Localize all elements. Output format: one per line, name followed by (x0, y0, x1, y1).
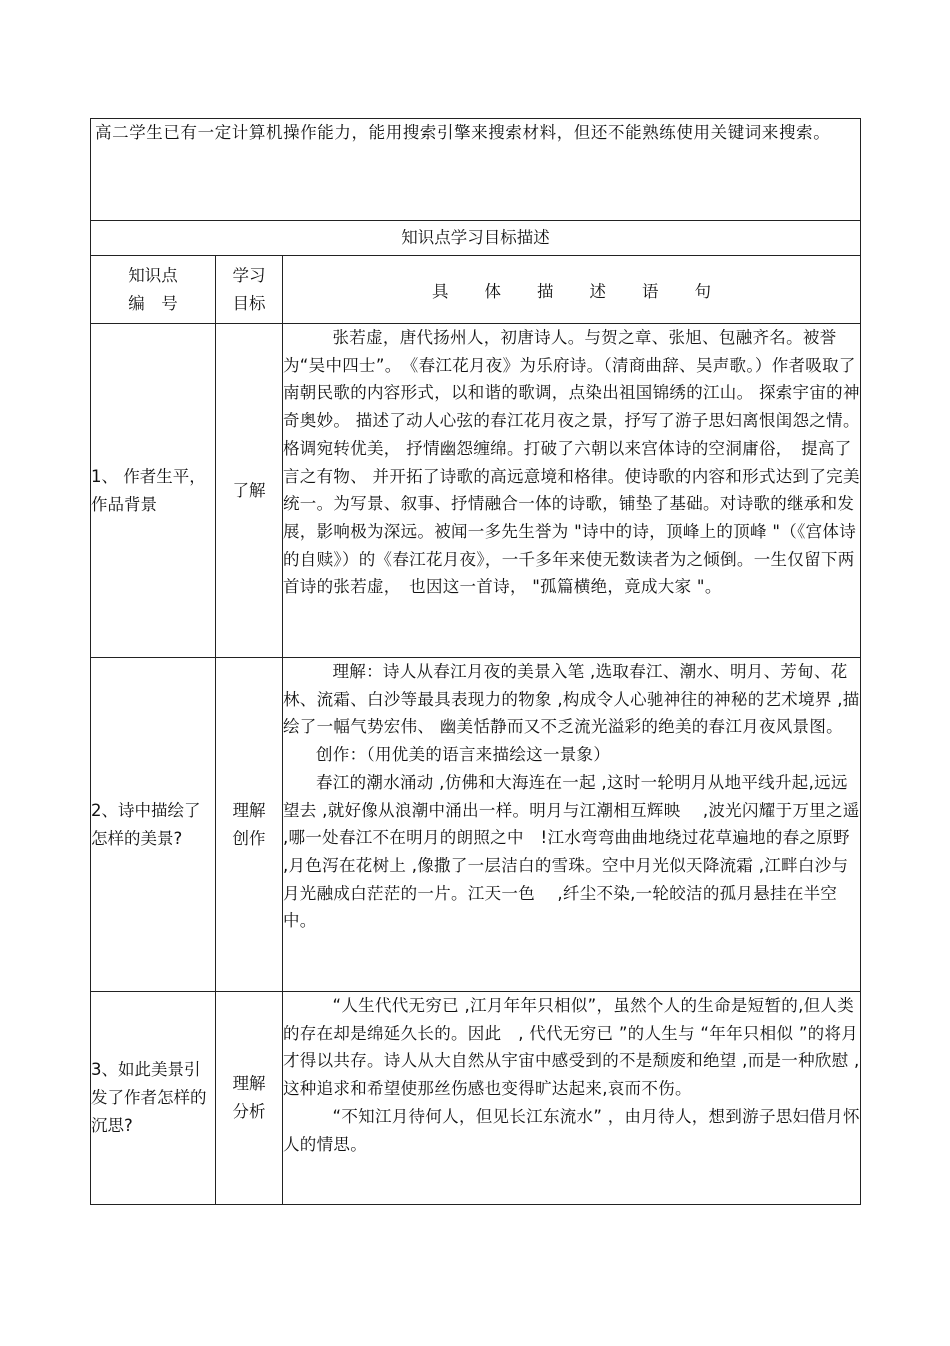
header-description (283, 256, 861, 324)
table-row (91, 658, 861, 992)
header-col1-line2: 编 号 (128, 293, 178, 313)
lesson-plan-table (90, 118, 861, 1205)
row-1-goal (216, 324, 283, 658)
section-title-row (91, 221, 861, 256)
row-3-description (283, 992, 861, 1205)
header-row (91, 256, 861, 324)
intro-text: 高二学生已有一定计算机操作能力，能用搜索引擎来搜索材料，但还不能熟练使用关键词来搜索。 (95, 123, 831, 142)
table-row (91, 992, 861, 1205)
row-2-goal-line: 理解 (232, 800, 266, 820)
row-3-goal (216, 992, 283, 1205)
header-col2-line2: 目标 (232, 293, 266, 313)
intro-row (91, 119, 861, 221)
row-1-description (283, 324, 861, 658)
header-col1-line1: 知识点 (128, 265, 178, 285)
row-1-name: 1、 作者生平，作品背景 (91, 324, 216, 658)
row-3-name: 3、如此美景引发了作者怎样的沉思? (91, 992, 216, 1205)
row-3-goal-line: 分析 (232, 1102, 266, 1121)
intro-cell (91, 119, 861, 221)
row-1-goal-line: 了解 (232, 480, 266, 500)
header-knowledge-point (91, 256, 216, 324)
row-2-goal-line: 创作 (232, 828, 266, 848)
header-col2-line1: 学习 (232, 265, 266, 285)
row-3-paragraph: “不知江月待何人，但见长江东流水” ，由月待人，想到游子思妇借月怀人的情思。 (283, 1106, 860, 1154)
header-learning-goal (216, 256, 283, 324)
row-3-paragraph: “人生代代无穷已 ,江月年年只相似”，虽然个人的生命是短暂的,但人类的存在却是绵延久长的。因此 , 代代无穷已 ”的人生与 “年年只相似 ”的将月才得以共存。诗人从大自然从宇宙中感受到的不是颓废和绝望 ,而是一种欣慰 ,这种追求和希望使那丝伤感也变得旷达起来,哀而不伤。 (283, 996, 860, 1099)
row-2-description (283, 658, 861, 992)
row-2-goal (216, 658, 283, 992)
row-1-paragraph: 张若虚，唐代扬州人，初唐诗人。与贺之章、张旭、包融齐名。被誉为“吴中四士”。 《春江花月夜》为乐府诗。（清商曲辞、吴声歌。）作者吸取了南朝民歌的内容形式，以和谐的歌调，点染出祖国锦绣的江山。 探索宇宙的神奇奥妙。 描述了动人心弦的春江花月夜之景，抒写了游子思妇离恨闺怨之情。 格调宛转优美， 抒情幽怨缠绵。打破了六朝以来宫体诗的空洞庸俗， 提高了言之有物、 并开拓了诗歌的高远意境和格律。使诗歌的内容和形式达到了完美统一。为写景、叙事、抒情融合一体的诗歌，铺垫了基础。对诗歌的继承和发展，影响极为深远。被闻一多先生誉为 "诗中的诗，顶峰上的顶峰 "（《宫体诗的自赎》）的《春江花月夜》，一千多年来使无数读者为之倾倒。一生仅留下两首诗的张若虚， 也因这一首诗， "孤篇横绝，竟成大家 "。 (283, 328, 860, 597)
row-2-paragraph: 春江的潮水涌动 ,仿佛和大海连在一起 ,这时一轮明月从地平线升起,远远望去 ,就好像从浪潮中涌出一样。明月与江潮相互辉映 ,波光闪耀于万里之遥 ,哪一处春江不在明月的朗照之中 !江水弯弯曲曲地绕过花草遍地的春之原野 ,月色泻在花树上 ,像撒了一层洁白的雪珠。空中月光似天降流霜 ,江畔白沙与月光融成白茫茫的一片。江天一色 ,纤尘不染,一轮皎洁的孤月悬挂在半空中。 (283, 772, 860, 931)
row-2-paragraph: 创作：（用优美的语言来描绘这一景象） (316, 745, 611, 765)
section-title: 知识点学习目标描述 (91, 221, 861, 256)
table-row (91, 324, 861, 658)
row-3-goal-line: 理解 (232, 1074, 266, 1093)
row-2-paragraph: 理解：诗人从春江月夜的美景入笔 ,选取春江、潮水、明月、芳甸、花林、流霜、白沙等最具表现力的物象 ,构成令人心驰神往的神秘的艺术境界 ,描绘了一幅气势宏伟、 幽美恬静而又不乏流光溢彩的绝美的春江月夜风景图。 (283, 662, 860, 737)
header-col3: 具体描述语句 (432, 281, 748, 301)
row-2-name: 2、诗中描绘了怎样的美景? (91, 658, 216, 992)
